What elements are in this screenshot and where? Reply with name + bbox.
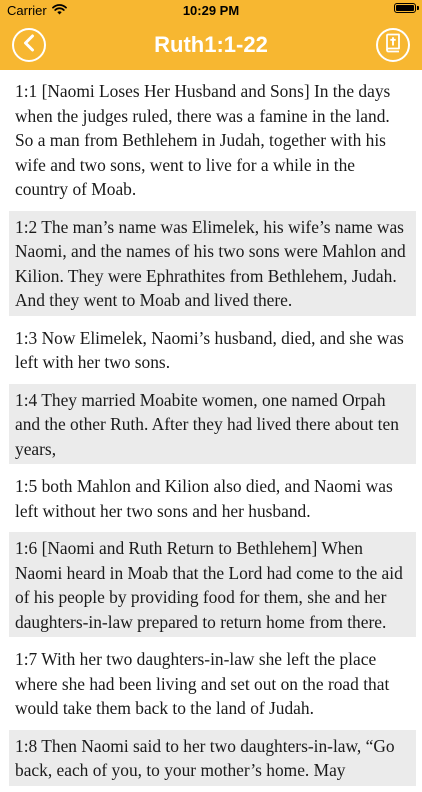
battery-fill: [396, 5, 414, 11]
navigation-bar: [0, 20, 422, 70]
status-bar: [0, 0, 422, 20]
verse-row[interactable]: 1:6 [Naomi and Ruth Return to Bethlehem] When Naomi heard in Moab that the Lord had come to the aid of his people by providing food for them, she and her daughters-in-law prepared to return home from there.: [9, 532, 416, 637]
bible-book-icon: [384, 33, 402, 58]
verse-row[interactable]: 1:8 Then Naomi said to her two daughters-in-law, “Go back, each of you, to your mother’s home. May: [9, 730, 416, 786]
status-time: 10:29 PM: [182, 3, 240, 18]
carrier-label: Carrier: [7, 3, 47, 18]
verse-list: [0, 75, 422, 792]
verse-row[interactable]: 1:2 The man’s name was Elimelek, his wife’s name was Naomi, and the names of his two sons were Mahlon and Kilion. They were Ephrathites from Bethlehem, Judah. And they went to Moab and lived there.: [9, 211, 416, 316]
status-right: [394, 3, 416, 13]
book-button[interactable]: [376, 28, 410, 62]
verse-row[interactable]: 1:3 Now Elimelek, Naomi’s husband, died, and she was left with her two sons.: [15, 327, 404, 372]
verse-row[interactable]: 1:1 [Naomi Loses Her Husband and Sons] In the days when the judges ruled, there was a famine in the land. So a man from Bethlehem in Judah, together with his wife and two sons, went to live for a while in the country of Moab.: [15, 81, 391, 199]
verse-row[interactable]: 1:7 With her two daughters-in-law she left the place where she had been living and set out on the road that would take them back to the land of Judah.: [15, 649, 390, 718]
page-title: Ruth1:1-22: [154, 32, 268, 57]
battery-icon: [394, 3, 416, 13]
verse-row[interactable]: 1:5 both Mahlon and Kilion also died, and Naomi was left without her two sons and her husband.: [15, 476, 393, 521]
verse-row[interactable]: 1:4 They married Moabite women, one named Orpah and the other Ruth. After they had lived there about ten years,: [9, 384, 416, 465]
